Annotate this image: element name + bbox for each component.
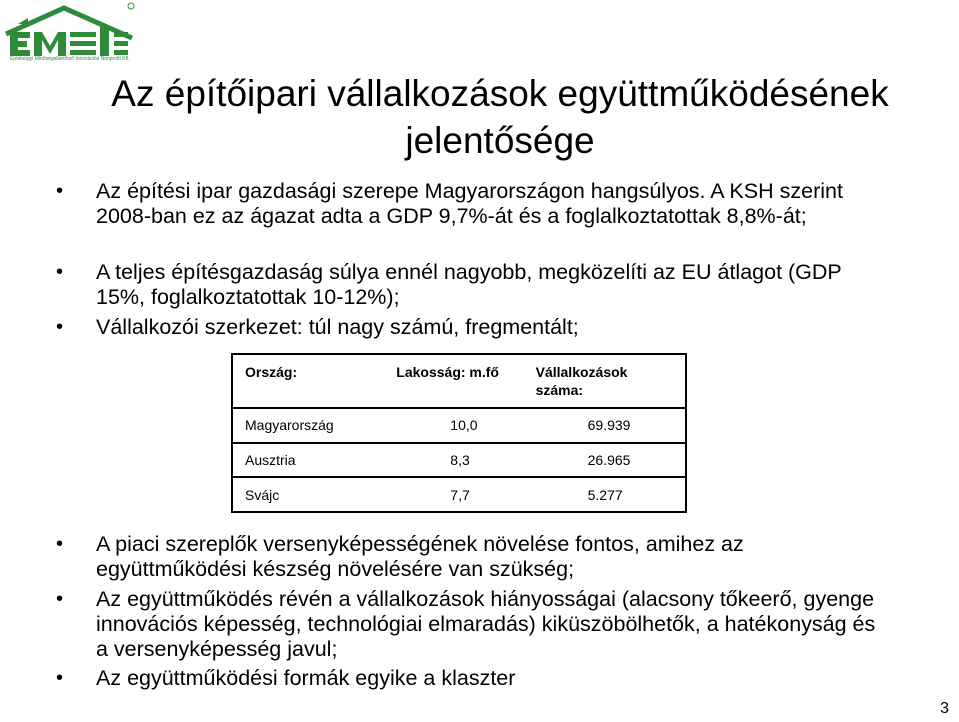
cell-country: Magyarország	[245, 417, 334, 434]
bullet-item	[56, 666, 886, 691]
bullet-text: Az együttműködés révén a vállalkozások hiányosságai (alacsony tőkeerő, gyenge innovációs képesség, technológiai elmaradás) kiküszöbölhetők, a hatékonyság és a versenyképesség javul;	[96, 587, 876, 661]
bullet-text: Vállalkozói szerkezet: túl nagy számú, fregmentált;	[96, 315, 579, 339]
title-line-2: jelentősége	[405, 120, 595, 161]
cell-firms: 5.277	[587, 486, 623, 503]
table-header-row	[232, 354, 686, 408]
business-count-table	[231, 353, 687, 513]
bullet-item	[56, 532, 886, 582]
bullet-marker: •	[56, 588, 64, 610]
bullet-text: Az együttműködési formák egyike a klaszter	[96, 666, 516, 690]
slide-title	[60, 70, 940, 164]
bullet-marker: •	[56, 316, 64, 338]
cell-population: 8,3	[450, 451, 470, 468]
bullet-marker: •	[56, 533, 64, 555]
bullet-text: A piaci szereplők versenyképességének növelése fontos, amihez az együttműködési készség növelésére van szükség;	[96, 532, 744, 581]
page-number: 3	[940, 700, 949, 717]
bullet-item	[56, 260, 886, 310]
table-row	[232, 477, 686, 512]
bullet-text: A teljes építésgazdaság súlya ennél nagyobb, megközelíti az EU átlagot (GDP 15%, foglalkoztatottak 10-12%);	[96, 260, 842, 309]
logo-caption: Építésügyi Minőségellenőrző Innovációs Nonprofit Kft.	[10, 56, 130, 62]
header-firms-line-1: Vállalkozások	[535, 364, 628, 380]
cell-country: Ausztria	[245, 451, 296, 468]
title-line-1: Az építőipari vállalkozások együttműködésének	[111, 73, 889, 114]
cell-population: 7,7	[450, 486, 470, 503]
cell-population: 10,0	[450, 417, 478, 434]
table-row	[232, 408, 686, 443]
header-country: Ország:	[245, 364, 298, 380]
cell-country: Svájc	[245, 486, 280, 503]
bullet-marker: •	[56, 261, 64, 283]
bullet-marker: •	[56, 180, 64, 202]
bullet-item	[56, 315, 886, 340]
emi-logo	[4, 2, 136, 68]
table-row	[232, 443, 686, 478]
header-firms-line-2: száma:	[535, 382, 584, 398]
bullet-item	[56, 179, 886, 229]
header-population: Lakosság: m.fő	[396, 364, 499, 380]
cell-firms: 69.939	[587, 417, 631, 434]
bullet-text: Az építési ipar gazdasági szerepe Magyarországon hangsúlyos. A KSH szerint 2008-ban ez az ágazat adta a GDP 9,7%-át és a foglalkoztatottak 8,8%-át;	[96, 179, 843, 228]
cell-firms: 26.965	[587, 451, 631, 468]
bullet-marker: •	[56, 667, 64, 689]
bullet-item	[56, 587, 886, 662]
header-firms	[536, 354, 686, 408]
